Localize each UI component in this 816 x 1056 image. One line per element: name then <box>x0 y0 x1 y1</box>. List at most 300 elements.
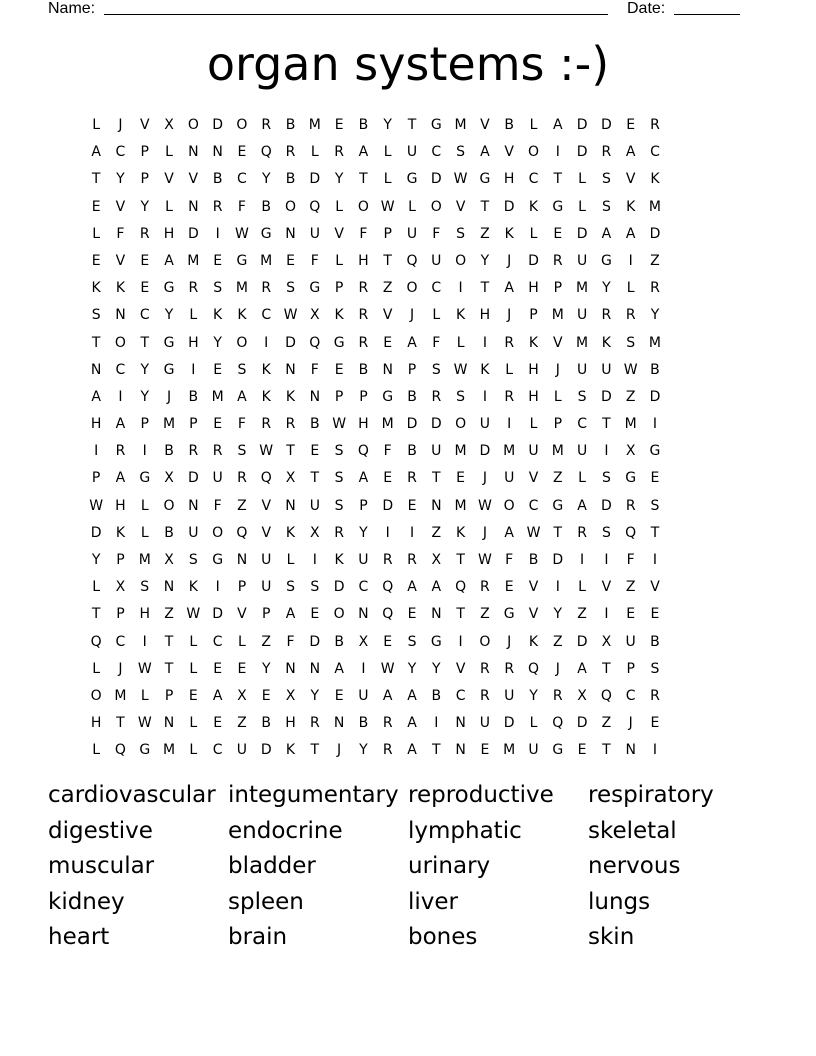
grid-letter: X <box>358 633 369 650</box>
grid-letter: Y <box>407 660 417 677</box>
grid-letter: N <box>309 388 321 405</box>
grid-letter: T <box>480 280 490 297</box>
grid-letter: R <box>577 524 587 541</box>
grid-letter: Y <box>140 388 150 405</box>
grid-letter: F <box>213 497 222 514</box>
grid-letter: P <box>407 361 417 378</box>
grid-letter: L <box>578 470 586 487</box>
grid-letter: V <box>504 144 514 161</box>
grid-letter: R <box>552 252 563 269</box>
grid-letter: K <box>237 307 247 324</box>
grid-letter: S <box>456 144 466 161</box>
grid-letter: J <box>507 633 512 650</box>
grid-letter: I <box>628 252 633 269</box>
grid-letter: Z <box>650 252 660 269</box>
grid-letter: N <box>115 307 126 324</box>
grid-row <box>84 330 667 357</box>
grid-letter: V <box>455 660 466 677</box>
grid-letter: G <box>163 361 175 378</box>
grid-row <box>84 302 667 329</box>
grid-letter: M <box>648 334 662 351</box>
grid-letter: A <box>115 416 126 433</box>
grid-letter: D <box>503 198 515 215</box>
grid-letter: M <box>138 552 151 568</box>
grid-letter: S <box>188 552 198 568</box>
grid-letter: C <box>650 144 660 161</box>
grid-letter: G <box>552 198 564 215</box>
grid-letter: X <box>577 687 587 704</box>
grid-letter: I <box>409 524 415 541</box>
grid-letter: F <box>286 633 295 650</box>
grid-letter: H <box>163 225 175 242</box>
grid-letter: T <box>650 524 660 541</box>
grid-letter: O <box>114 334 126 351</box>
grid-letter: U <box>406 144 418 161</box>
grid-letter: E <box>237 144 247 161</box>
grid-letter: R <box>309 715 320 732</box>
grid-letter: R <box>334 144 344 161</box>
grid-letter: B <box>407 443 417 460</box>
grid-letter: M <box>503 742 516 759</box>
grid-letter: U <box>236 742 248 759</box>
grid-letter: C <box>212 633 223 650</box>
grid-letter: E <box>456 470 466 487</box>
grid-letter: U <box>212 470 223 487</box>
grid-letter: Y <box>140 198 150 215</box>
grid-letter: T <box>140 334 150 351</box>
grid-letter: D <box>406 416 418 433</box>
grid-letter: J <box>507 307 512 324</box>
grid-letter: I <box>652 552 658 568</box>
grid-letter: B <box>285 171 296 188</box>
grid-letter: F <box>383 443 392 460</box>
grid-letter: W <box>453 361 468 378</box>
grid-letter: U <box>504 470 515 487</box>
grid-letter: O <box>163 497 175 514</box>
grid-letter: L <box>92 579 101 596</box>
grid-letter: G <box>139 470 151 487</box>
grid-row <box>84 547 667 574</box>
grid-letter: A <box>504 280 514 297</box>
grid-letter: Y <box>480 252 490 269</box>
word-bank-item: heart <box>48 924 110 951</box>
grid-letter: V <box>188 171 199 188</box>
grid-letter: T <box>602 742 611 759</box>
grid-letter: O <box>333 606 345 623</box>
grid-letter: Y <box>602 280 611 297</box>
grid-letter: Z <box>577 606 587 623</box>
grid-letter: H <box>139 606 150 623</box>
grid-letter: R <box>650 117 660 133</box>
grid-letter: V <box>334 225 344 242</box>
grid-letter: E <box>626 606 636 623</box>
grid-letter: Y <box>383 117 392 133</box>
grid-letter: T <box>456 606 465 623</box>
grid-letter: D <box>382 497 394 514</box>
grid-letter: R <box>382 715 393 732</box>
grid-letter: P <box>383 225 392 242</box>
grid-letter: S <box>601 198 611 215</box>
grid-letter: G <box>430 633 442 650</box>
word-bank-item: urinary <box>408 853 491 880</box>
grid-letter: M <box>551 307 564 324</box>
grid-letter: L <box>165 144 173 161</box>
grid-letter: Q <box>382 606 394 623</box>
grid-letter: E <box>334 361 344 378</box>
grid-row <box>84 411 667 438</box>
grid-letter: V <box>382 307 393 324</box>
grid-letter: L <box>383 144 392 161</box>
grid-letter: D <box>260 742 272 759</box>
grid-letter: Y <box>261 660 271 677</box>
grid-letter: L <box>92 660 101 677</box>
word-bank-item: spleen <box>228 888 304 915</box>
grid-letter: C <box>115 144 126 161</box>
grid-letter: S <box>601 524 611 541</box>
grid-letter: O <box>90 687 102 704</box>
grid-letter: O <box>527 144 539 161</box>
grid-letter: L <box>432 307 441 324</box>
grid-letter: U <box>406 225 418 242</box>
grid-letter: U <box>576 443 588 460</box>
grid-letter: B <box>528 552 539 568</box>
grid-letter: A <box>91 388 101 405</box>
word-bank <box>48 778 788 956</box>
grid-letter: I <box>215 579 220 596</box>
grid-row <box>84 574 667 601</box>
grid-letter: L <box>529 225 538 242</box>
grid-row <box>84 629 667 656</box>
grid-letter: B <box>650 633 660 650</box>
grid-letter: U <box>188 524 199 541</box>
grid-letter: F <box>310 252 319 269</box>
grid-letter: K <box>528 198 539 215</box>
grid-letter: U <box>358 687 369 704</box>
grid-letter: Y <box>140 361 150 378</box>
grid-letter: X <box>285 470 296 487</box>
grid-letter: E <box>261 687 271 704</box>
grid-letter: R <box>358 307 369 324</box>
grid-letter: M <box>576 280 589 297</box>
grid-letter: W <box>477 552 492 568</box>
grid-letter: K <box>213 307 223 324</box>
grid-letter: T <box>359 171 368 188</box>
grid-letter: M <box>235 280 248 297</box>
grid-letter: G <box>139 742 151 759</box>
grid-letter: V <box>528 606 539 623</box>
grid-letter: Y <box>213 334 222 351</box>
grid-letter: A <box>577 497 587 514</box>
grid-letter: R <box>504 334 515 351</box>
grid-letter: R <box>480 660 490 677</box>
grid-letter: L <box>578 579 586 596</box>
grid-letter: T <box>164 633 174 650</box>
grid-letter: R <box>504 388 515 405</box>
grid-letter: D <box>285 334 296 351</box>
grid-letter: S <box>626 334 636 351</box>
grid-letter: V <box>601 579 612 596</box>
grid-letter: L <box>189 307 198 324</box>
grid-letter: A <box>407 334 417 351</box>
grid-letter: C <box>431 144 442 161</box>
grid-letter: L <box>92 225 101 242</box>
grid-letter: G <box>552 497 564 514</box>
grid-letter: I <box>652 416 658 433</box>
grid-letter: W <box>380 660 395 677</box>
grid-letter: L <box>578 171 586 188</box>
grid-letter: B <box>261 715 272 732</box>
word-bank-item: cardiovascular <box>48 782 216 808</box>
grid-letter: R <box>261 117 272 133</box>
grid-letter: R <box>382 552 393 568</box>
grid-letter: A <box>407 687 417 704</box>
grid-letter: Y <box>164 307 174 324</box>
word-bank-item: nervous <box>588 853 681 880</box>
grid-letter: R <box>552 687 563 704</box>
grid-letter: G <box>333 334 345 351</box>
grid-letter: I <box>482 388 487 405</box>
grid-letter: D <box>430 416 442 433</box>
grid-letter: G <box>163 334 175 351</box>
word-bank-item: digestive <box>48 817 153 844</box>
grid-letter: R <box>237 470 247 487</box>
grid-letter: Z <box>552 470 563 487</box>
grid-letter: K <box>456 307 466 324</box>
grid-letter: T <box>310 470 320 487</box>
grid-letter: D <box>333 579 345 596</box>
grid-row <box>84 384 667 411</box>
word-bank-item: skin <box>588 924 635 951</box>
grid-letter: O <box>430 198 442 215</box>
grid-letter: E <box>188 687 198 704</box>
grid-letter: T <box>553 171 563 188</box>
grid-letter: I <box>94 443 99 460</box>
grid-row <box>84 493 667 520</box>
grid-letter: Z <box>237 497 247 514</box>
grid-letter: X <box>115 579 126 596</box>
grid-letter: L <box>140 524 149 541</box>
page-title: organ systems :-) <box>206 37 610 91</box>
grid-letter: Q <box>114 742 126 759</box>
grid-letter: N <box>212 144 223 161</box>
grid-letter: G <box>625 470 637 487</box>
grid-letter: L <box>529 117 538 133</box>
grid-letter: Y <box>553 606 563 623</box>
grid-letter: D <box>309 633 321 650</box>
grid-letter: O <box>406 280 418 297</box>
grid-letter: K <box>188 579 198 596</box>
grid-letter: U <box>358 552 369 568</box>
grid-letter: T <box>91 606 101 623</box>
grid-row <box>84 656 667 683</box>
grid-letter: K <box>261 361 271 378</box>
grid-letter: I <box>361 660 366 677</box>
grid-letter: I <box>142 633 147 650</box>
grid-letter: A <box>480 144 490 161</box>
grid-letter: E <box>310 443 320 460</box>
grid-letter: D <box>187 225 199 242</box>
grid-letter: H <box>115 497 126 514</box>
grid-letter: Z <box>601 715 612 732</box>
grid-letter: T <box>91 171 101 188</box>
grid-letter: M <box>260 252 273 269</box>
grid-letter: X <box>625 443 636 460</box>
grid-letter: Z <box>552 633 563 650</box>
grid-letter: A <box>237 388 247 405</box>
grid-letter: X <box>431 552 442 568</box>
grid-letter: K <box>334 552 344 568</box>
grid-letter: R <box>504 660 515 677</box>
grid-letter: K <box>115 524 126 541</box>
grid-letter: L <box>529 715 538 732</box>
grid-letter: D <box>212 117 224 133</box>
grid-letter: S <box>407 633 417 650</box>
grid-letter: C <box>431 280 442 297</box>
grid-letter: C <box>115 633 126 650</box>
word-bank-item: kidney <box>48 888 125 915</box>
grid-letter: U <box>504 687 515 704</box>
grid-letter: P <box>359 388 368 405</box>
grid-letter: D <box>649 388 661 405</box>
grid-letter: P <box>140 144 149 161</box>
grid-letter: H <box>90 715 102 732</box>
grid-letter: Q <box>382 579 394 596</box>
grid-letter: P <box>262 606 271 623</box>
name-field[interactable] <box>104 14 608 15</box>
grid-letter: Y <box>359 524 368 541</box>
grid-letter: D <box>187 470 199 487</box>
grid-row <box>84 683 667 710</box>
grid-letter: X <box>164 552 174 568</box>
grid-letter: G <box>163 280 175 297</box>
grid-letter: E <box>334 117 344 133</box>
grid-letter: R <box>139 225 150 242</box>
grid-letter: J <box>555 660 560 677</box>
grid-letter: P <box>140 171 149 188</box>
grid-letter: X <box>310 524 320 541</box>
grid-letter: L <box>140 497 149 514</box>
word-bank-item: lungs <box>588 888 651 915</box>
grid-letter: Q <box>90 633 102 650</box>
grid-letter: Q <box>236 524 248 541</box>
grid-letter: G <box>552 742 564 759</box>
grid-letter: R <box>480 687 490 704</box>
grid-letter: H <box>528 280 539 297</box>
grid-letter: M <box>454 497 467 514</box>
grid-letter: T <box>407 117 417 133</box>
grid-letter: U <box>625 633 636 650</box>
grid-letter: K <box>650 171 660 188</box>
grid-letter: U <box>309 225 320 242</box>
grid-letter: B <box>504 117 514 133</box>
grid-letter: Y <box>116 171 125 188</box>
grid-letter: E <box>213 660 223 677</box>
grid-letter: F <box>505 552 514 568</box>
grid-letter: O <box>285 198 297 215</box>
grid-letter: I <box>604 606 609 623</box>
grid-letter: A <box>358 470 369 487</box>
grid-letter: E <box>407 497 417 514</box>
grid-letter: Y <box>359 742 368 759</box>
grid-letter: M <box>551 443 564 460</box>
grid-letter: N <box>90 361 102 378</box>
grid-letter: N <box>163 715 175 732</box>
grid-letter: K <box>456 524 466 541</box>
grid-letter: R <box>407 470 417 487</box>
grid-letter: L <box>92 742 101 759</box>
grid-letter: W <box>137 660 152 677</box>
grid-letter: U <box>431 443 442 460</box>
grid-letter: E <box>91 198 101 215</box>
grid-letter: Z <box>382 280 393 297</box>
grid-letter: G <box>430 117 442 133</box>
grid-letter: C <box>115 361 126 378</box>
grid-letter: K <box>261 388 271 405</box>
grid-letter: N <box>455 742 466 759</box>
grid-row <box>84 438 667 465</box>
grid-letter: A <box>577 660 587 677</box>
grid-letter: N <box>309 660 321 677</box>
grid-letter: T <box>164 660 174 677</box>
grid-letter: H <box>358 416 369 433</box>
grid-row <box>84 275 667 302</box>
grid-letter: K <box>480 361 490 378</box>
grid-letter: L <box>140 687 149 704</box>
grid-letter: W <box>186 606 201 623</box>
grid-letter: H <box>188 334 199 351</box>
grid-letter: K <box>91 280 101 297</box>
grid-letter: R <box>358 334 369 351</box>
grid-letter: S <box>334 443 344 460</box>
grid-letter: L <box>189 633 198 650</box>
grid-letter: B <box>358 361 369 378</box>
grid-letter: Q <box>552 715 564 732</box>
grid-letter: K <box>334 307 344 324</box>
grid-letter: R <box>188 280 199 297</box>
word-bank-item: bladder <box>228 853 316 880</box>
grid-letter: M <box>162 416 176 433</box>
grid-letter: L <box>238 633 246 650</box>
grid-letter: S <box>286 579 295 596</box>
date-field[interactable] <box>674 14 740 15</box>
grid-letter: T <box>456 552 465 568</box>
grid-letter: S <box>601 171 611 188</box>
grid-letter: A <box>164 252 174 269</box>
grid-letter: R <box>431 388 442 405</box>
grid-letter: E <box>626 117 636 133</box>
grid-letter: W <box>332 416 347 433</box>
grid-letter: E <box>334 687 344 704</box>
word-bank-item: lymphatic <box>408 817 522 844</box>
grid-letter: U <box>261 552 272 568</box>
grid-letter: N <box>236 552 248 568</box>
grid-letter: F <box>359 225 368 242</box>
grid-letter: P <box>140 416 149 433</box>
grid-letter: B <box>285 117 296 133</box>
grid-letter: N <box>285 225 296 242</box>
grid-letter: J <box>507 252 512 269</box>
grid-letter: I <box>142 443 147 460</box>
grid-letter: X <box>164 470 174 487</box>
grid-row <box>84 166 667 193</box>
grid-letter: P <box>91 470 101 487</box>
grid-letter: S <box>140 579 150 596</box>
grid-letter: A <box>212 687 223 704</box>
grid-letter: C <box>528 171 539 188</box>
grid-letter: V <box>237 606 247 623</box>
grid-row <box>84 112 667 139</box>
grid-letter: P <box>529 307 538 324</box>
